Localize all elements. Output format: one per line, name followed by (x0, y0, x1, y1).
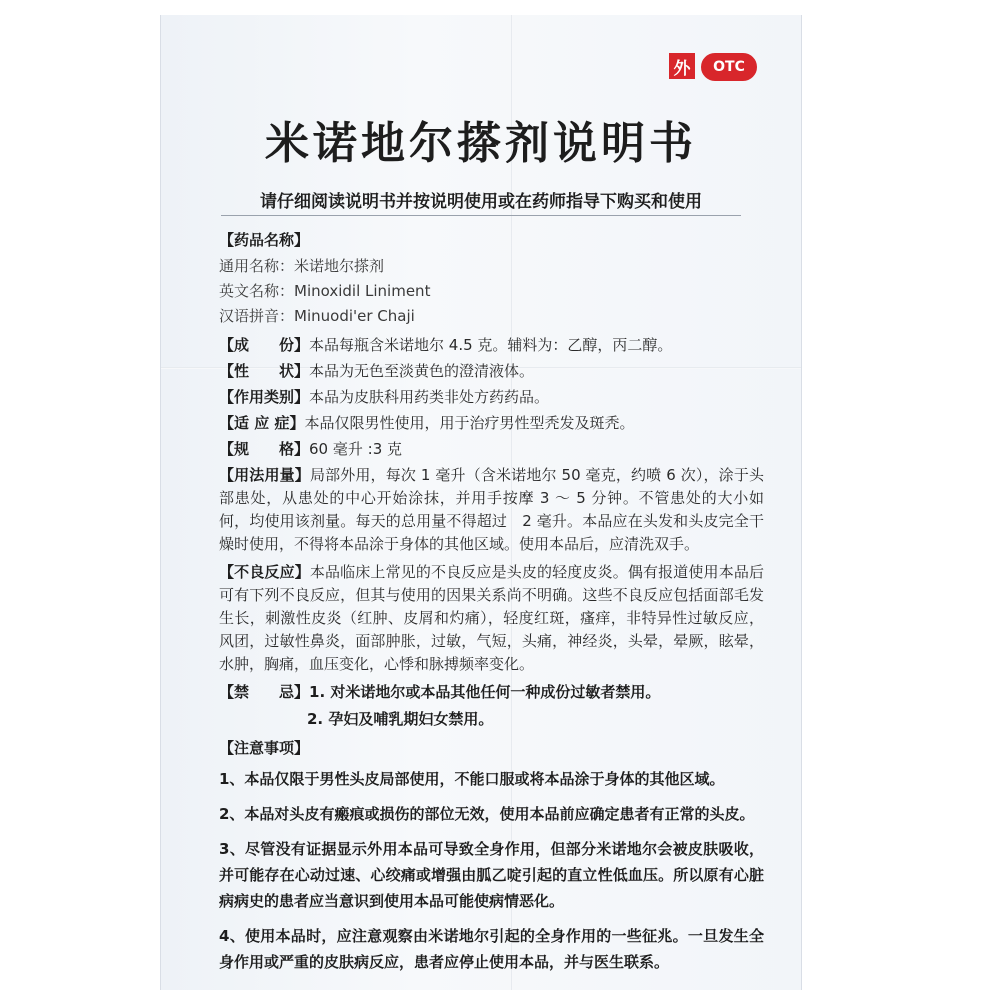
field-label: 【适 应 症】 (219, 414, 305, 432)
field-label: 【规 格】 (219, 440, 310, 458)
field-value: 本品为无色至淡黄色的澄清液体。 (309, 362, 535, 380)
otc-badge: OTC (701, 53, 757, 81)
field-label: 【不良反应】 (219, 563, 310, 581)
document-subtitle: 请仔细阅读说明书并按说明使用或在药师指导下购买和使用 (260, 192, 702, 212)
external-use-badge: 外 (669, 53, 695, 79)
leaflet-sheet (160, 15, 802, 990)
field-value: 60 毫升 :3 克 (309, 440, 403, 458)
leaflet-body (219, 229, 764, 984)
dosage-row (219, 464, 764, 556)
note-item: 2、本品对头皮有瘢痕或损伤的部位无效，使用本品前应确定患者有正常的头皮。 (219, 805, 755, 823)
contraindication-item-2: 2. 孕妇及哺乳期妇女禁用。 (307, 710, 494, 728)
note-item: 4、使用本品时，应注意观察由米诺地尔引起的全身作用的一些征兆。一旦发生全身作用或严重的皮肤病反应，患者应停止使用本品，并与医生联系。 (219, 927, 764, 971)
field-label: 【成 份】 (219, 336, 310, 354)
field-value: 本品每瓶含米诺地尔 4.5 克。辅料为：乙醇，丙二醇。 (309, 336, 673, 354)
spec-row (219, 438, 764, 461)
field-value: 米诺地尔搽剂 (294, 257, 385, 275)
field-value: 局部外用，每次 1 毫升（含米诺地尔 50 毫克，约喷 6 次），涂于头部患处，从患处的中心开始涂抹，并用手按摩 3 ～ 5 分钟。不管患处的大小如何，均使用该剂量。每天的总用量不得超过 2 毫升。本品应在头发和头皮完全干燥时使用，不得将本品涂于身体的其他区域。使用本品后，应清洗双手。 (219, 466, 764, 553)
field-label: 【作用类别】 (219, 388, 310, 406)
adverse-row (219, 561, 764, 676)
field-label: 通用名称： (219, 257, 295, 275)
generic-name-row (219, 255, 764, 278)
field-value: 本品为皮肤科用药类非处方药药品。 (309, 388, 550, 406)
appearance-row (219, 360, 764, 383)
section-drug-name (219, 229, 764, 252)
field-value: 本品临床上常见的不良反应是头皮的轻度皮炎。偶有报道使用本品后可有下列不良反应，但其与使用的因果关系尚不明确。这些不良反应包括面部毛发生长，刺激性皮炎（红肿、皮屑和灼痛），轻度红斑，瘙痒，非特异性过敏反应，风团，过敏性鼻炎，面部肿胀，过敏，气短，头痛，神经炎，头晕，晕厥，眩晕，水肿，胸痛，血压变化，心悸和脉搏频率变化。 (219, 563, 764, 673)
contraindication-row (219, 681, 764, 704)
field-label: 【禁 忌】 (219, 683, 310, 701)
english-name-row (219, 280, 764, 303)
field-value: 1. 对米诺地尔或本品其他任何一种成份过敏者禁用。 (309, 683, 661, 701)
field-label: 汉语拼音： (219, 307, 295, 325)
otc-badge-group (669, 53, 757, 81)
notes-heading: 【注意事项】 (219, 739, 310, 757)
ingredients-row (219, 334, 764, 357)
field-value: 本品仅限男性使用，用于治疗男性型秃发及斑秃。 (304, 414, 635, 432)
field-value: Minuodi'er Chaji (294, 307, 415, 325)
field-label: 英文名称： (219, 282, 295, 300)
field-label: 【用法用量】 (219, 466, 310, 484)
pinyin-name-row (219, 305, 764, 328)
field-value: Minoxidil Liniment (294, 282, 431, 300)
category-row (219, 386, 764, 409)
indication-row (219, 412, 764, 435)
note-item: 3、尽管没有证据显示外用本品可导致全身作用，但部分米诺地尔会被皮肤吸收，并可能存在心动过速、心绞痛或增强由胍乙啶引起的直立性低血压。所以原有心脏病病史的患者应当意识到使用本品可能使病情恶化。 (219, 840, 764, 910)
field-label: 【性 状】 (219, 362, 310, 380)
note-item: 1、本品仅限于男性头皮局部使用，不能口服或将本品涂于身体的其他区域。 (219, 770, 725, 788)
divider (221, 215, 741, 216)
document-title: 米诺地尔搽剂说明书 (265, 118, 697, 169)
section-label: 【药品名称】 (219, 231, 310, 249)
